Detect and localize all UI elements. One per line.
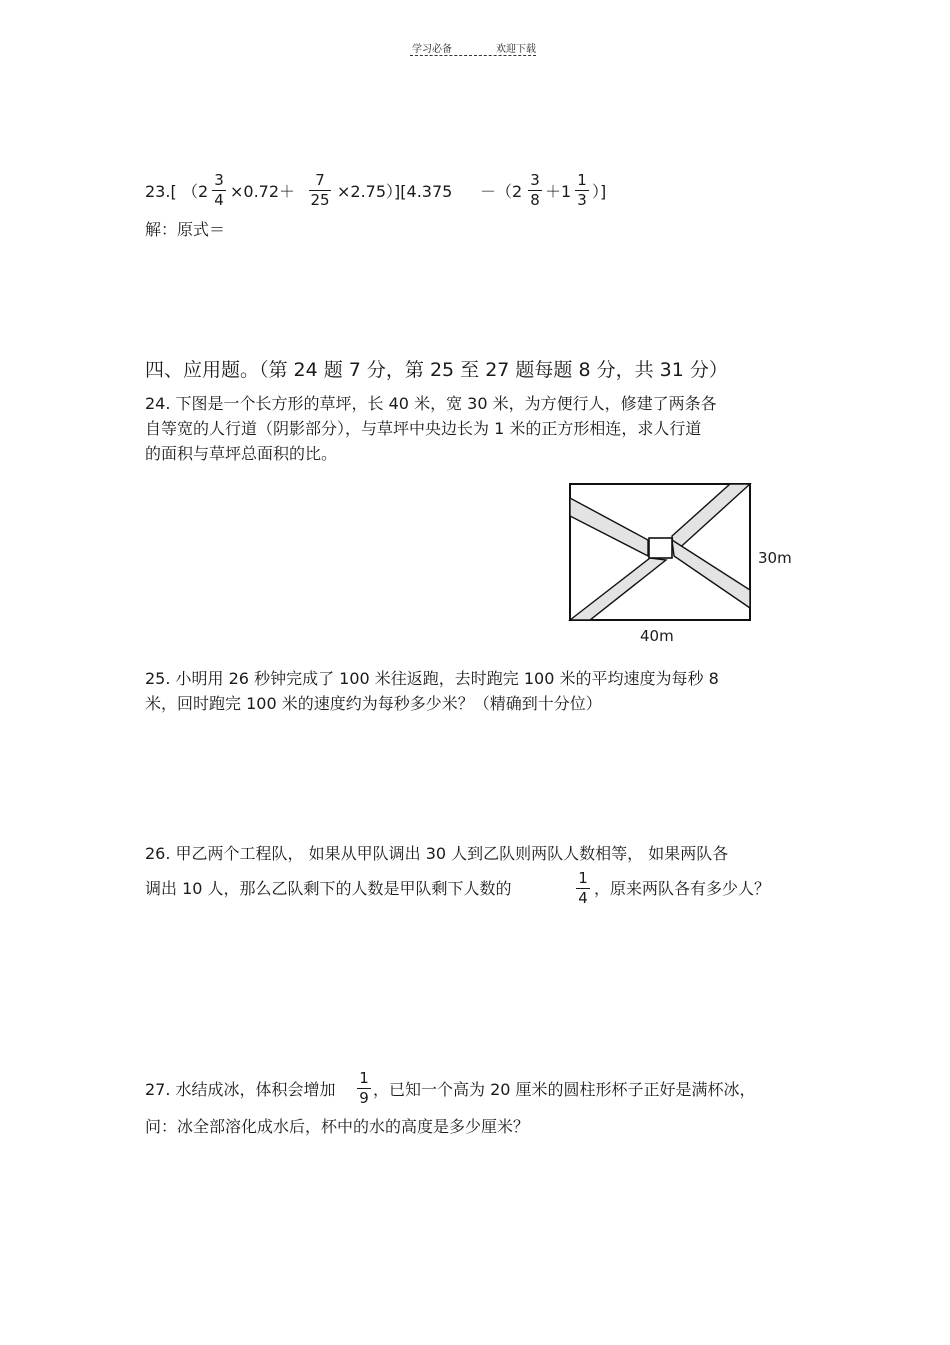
q27-line: ，已知一个高为 20 厘米的圆柱形杯子正好是满杯冰， bbox=[373, 1080, 756, 1099]
q23-text: ）] bbox=[592, 182, 607, 201]
q23-text: －（2 bbox=[480, 182, 523, 201]
q23-text: ×0.72＋ bbox=[230, 182, 296, 201]
q23-answer-label: 解：原式＝ bbox=[145, 220, 226, 239]
q27-line: 27. 水结成冰，体积会增加 bbox=[145, 1080, 336, 1099]
header-divider bbox=[410, 55, 536, 56]
q24-line: 自等宽的人行道（阴影部分），与草坪中央边长为 1 米的正方形相连，求人行道 bbox=[145, 419, 702, 438]
q23-label: 23.[ bbox=[145, 182, 177, 201]
q23-fraction: 3 8 bbox=[528, 172, 542, 209]
section-title: 四、应用题。（第 24 题 7 分，第 25 至 27 题每题 8 分，共 31 分） bbox=[145, 359, 728, 381]
q26-line: ，原来两队各有多少人？ bbox=[594, 879, 771, 898]
q25-line: 米，回时跑完 100 米的速度约为每秒多少米？（精确到十分位） bbox=[145, 694, 602, 713]
q23-text: ×2.75）][4.375 bbox=[337, 182, 453, 201]
header-left: 学习必备 bbox=[412, 44, 452, 55]
q27-fraction: 1 9 bbox=[357, 1070, 371, 1107]
q23-fraction: 3 4 bbox=[212, 172, 226, 209]
q25-line: 25. 小明用 26 秒钟完成了 100 米往返跑，去时跑完 100 米的平均速度为每秒 8 bbox=[145, 669, 719, 688]
lawn-figure bbox=[560, 478, 820, 648]
q23-fraction: 7 25 bbox=[310, 171, 330, 209]
q23-text: ＋1 bbox=[545, 182, 572, 201]
q24-line: 的面积与草坪总面积的比。 bbox=[145, 444, 338, 463]
width-label: 40m bbox=[640, 627, 674, 645]
q23-fraction: 1 3 bbox=[575, 172, 589, 209]
q26-line: 调出 10 人，那么乙队剩下的人数是甲队剩下人数的 bbox=[145, 879, 512, 898]
q26-line: 26. 甲乙两个工程队， 如果从甲队调出 30 人到乙队则两队人数相等， 如果两队各 bbox=[145, 844, 729, 863]
height-label: 30m bbox=[758, 549, 792, 567]
center-square bbox=[649, 538, 672, 558]
q26-fraction: 1 4 bbox=[576, 870, 590, 907]
q23-text: （2 bbox=[182, 182, 209, 201]
q24-line: 24. 下图是一个长方形的草坪，长 40 米，宽 30 米，为方便行人，修建了两条各 bbox=[145, 394, 717, 413]
header-right: 欢迎下载 bbox=[496, 44, 536, 55]
q27-line: 问：冰全部溶化成水后，杯中的水的高度是多少厘米？ bbox=[145, 1117, 530, 1136]
